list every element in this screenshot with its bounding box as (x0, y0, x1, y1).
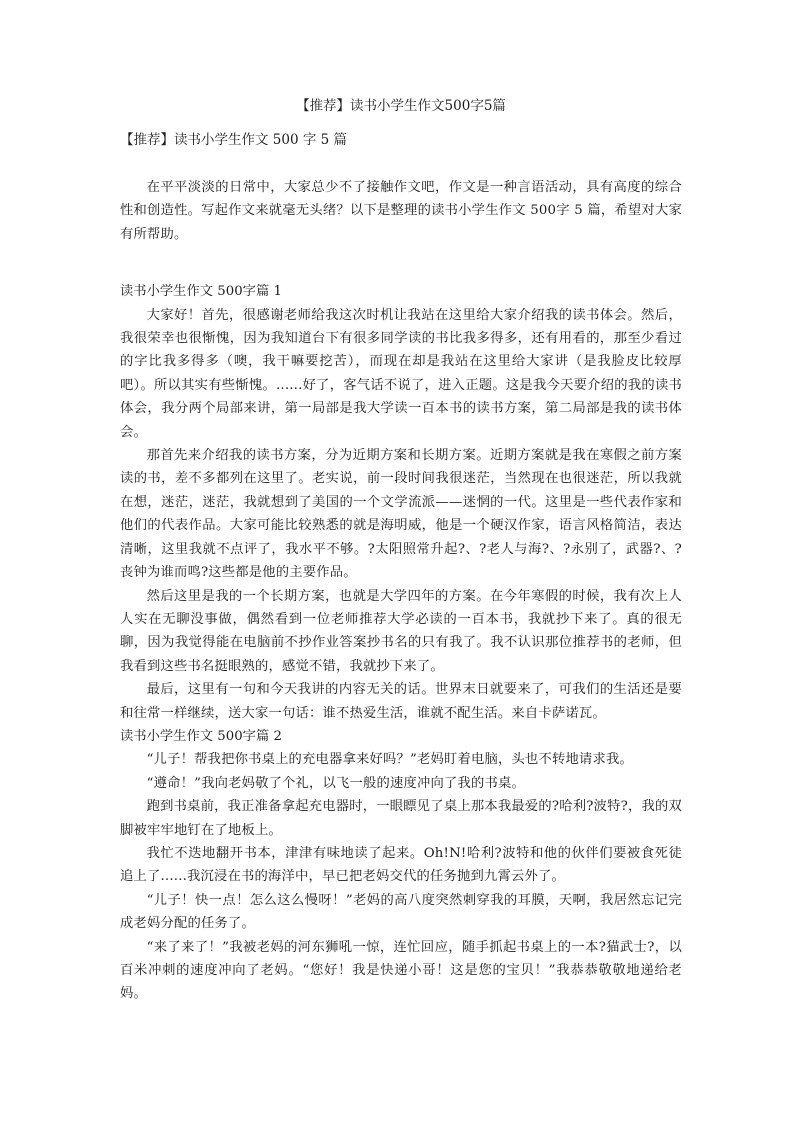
paragraph: 然后这里是我的一个长期方案，也就是大学四年的方案。在今年寒假的时候，我有次上人人实在无聊没事做，偶然看到一位老师推荐大学必读的一百本书，我就抄下来了。真的很无聊，因为我觉得能在电脑前不抄作业答案抄书名的只有我了。我不认识那位推荐书的老师，但我看到这些书名挺眼熟的，感觉不错，我就抄下来了。 (120, 588, 682, 674)
paragraph: 跑到书桌前，我正准备拿起充电器时，一眼瞟见了桌上那本我最爱的?哈利?波特?，我的双脚被牢牢地钉在了地板上。 (120, 799, 682, 838)
section-heading: 读书小学生作文 500字篇 1 (120, 284, 282, 300)
paragraph: 那首先来介绍我的读书方案，分为近期方案和长期方案。近期方案就是我在寒假之前方案读的书，差不多都列在这里了。老实说，前一段时间我很迷茫，当然现在也很迷茫，所以我就在想，迷茫，迷茫，我就想到了美国的一个文学流派——迷惘的一代。这里是一些代表作家和他们的代表作品。大家可能比较熟悉的就是海明威，他是一个硬汉作家，语言风格简洁，表达清晰，这里我就不点评了，我水平不够。?太阳照常升起?、?老人与海?、?永别了，武器?、?丧钟为谁而鸣?这些都是他的主要作品。 (120, 448, 682, 581)
section-heading: 读书小学生作文 500字篇 2 (120, 728, 282, 744)
document-subtitle: 【推荐】读书小学生作文 500 字 5 篇 (120, 132, 348, 148)
paragraph: “儿子！快一点！怎么这么慢呀！”老妈的高八度突然刺穿我的耳膜，天啊，我居然忘记完成老妈分配的任务了。 (120, 892, 682, 932)
paragraph: 大家好！首先，很感谢老师给我这次时机让我站在这里给大家介绍我的读书体会。然后，我很荣幸也很惭愧，因为我知道台下有很多同学读的书比我多得多，还有用看的，那至少看过的字比我多得多（噢，我干嘛要挖苦），而现在却是我站在这里给大家讲（是我脸皮比较厚吧）。所以其实有些惭愧。......好了，客气话不说了，进入正题。这是我今天要介绍的我的读书体会，我分两个局部来讲，第一局部是我大学读一百本书的读书方案，第二局部是我的读书体会。 (120, 307, 682, 440)
section-1 (120, 280, 682, 725)
intro-paragraph: 在平平淡淡的日常中，大家总少不了接触作文吧，作文是一种言语活动，具有高度的综合性和创造性。写起作文来就毫无头绪？以下是整理的读书小学生作文 500字 5 篇，希望对大家有所帮助。 (120, 180, 682, 242)
paragraph: “来了来了！”我被老妈的河东狮吼一惊，连忙回应，随手抓起书桌上的一本?猫武士?，以百米冲刺的速度冲向了老妈。“您好！我是快递小哥！这是您的宝贝！”我恭恭敬敬地递给老妈。 (120, 939, 682, 1002)
paragraph: 我忙不迭地翻开书本，津津有味地读了起来。Oh!N!哈利?波特和他的伙伴们要被食死徒追上了......我沉浸在书的海洋中，早已把老妈交代的任务抛到九霄云外了。 (120, 845, 682, 885)
section-2 (120, 725, 682, 1006)
document-title: 【推荐】读书小学生作文500字5篇 (296, 98, 506, 114)
paragraph: “儿子！帮我把你书桌上的充电器拿来好吗？”老妈盯着电脑，头也不转地请求我。 (146, 752, 633, 768)
paragraph: 最后，这里有一句和今天我讲的内容无关的话。世界末日就要来了，可我们的生活还是要和往常一样继续，送大家一句话：谁不热爱生活，谁就不配生活。来自卡萨诺瓦。 (120, 682, 682, 721)
paragraph: “遵命！”我向老妈敬了个礼，以飞一般的速度冲向了我的书桌。 (146, 775, 526, 791)
document-page (120, 96, 682, 1006)
